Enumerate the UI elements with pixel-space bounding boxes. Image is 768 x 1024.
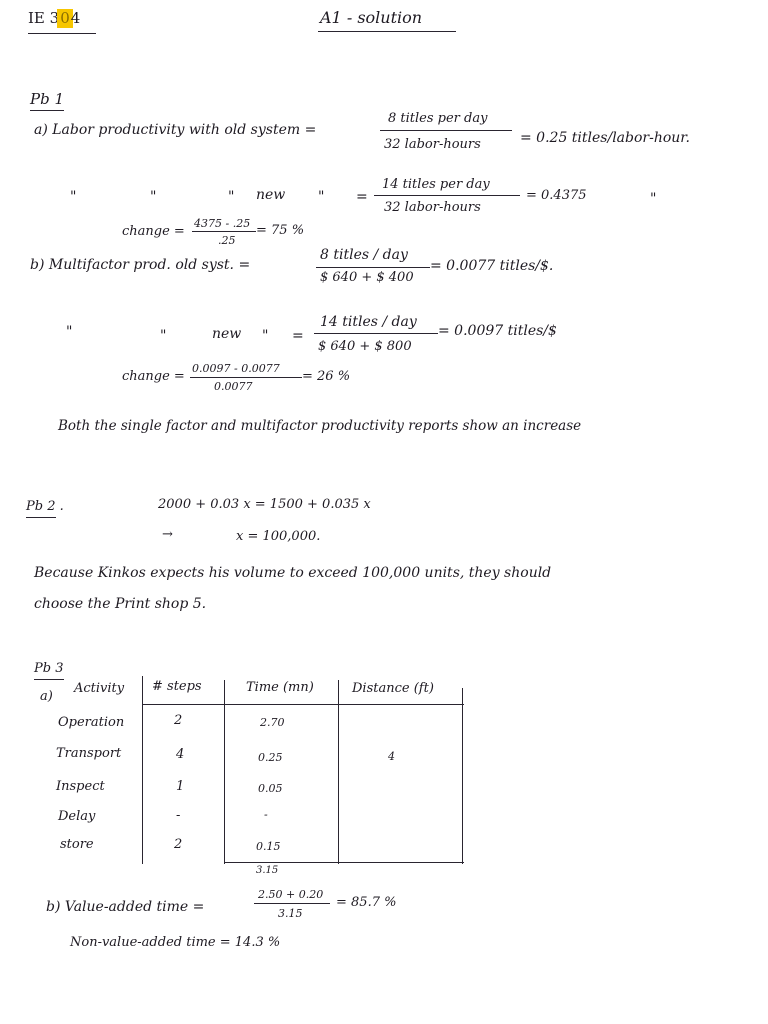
table-header-time: Time (mn) xyxy=(246,680,314,695)
pb1-b-new-word: new xyxy=(212,326,242,342)
pb2-heading: Pb 2 . xyxy=(26,499,64,514)
pb3-b-numerator: 2.50 + 0.20 xyxy=(258,888,324,901)
activity-table xyxy=(52,676,464,864)
pb2-heading-underline xyxy=(26,517,56,518)
table-cell-steps: 2 xyxy=(174,837,183,852)
table-cell-activity: Inspect xyxy=(56,779,105,794)
pb2-text-line-2: choose the Print shop 5. xyxy=(34,596,207,612)
pb1-b-new-result: = 0.0097 titles/$ xyxy=(438,323,557,339)
table-cell-time: 0.25 xyxy=(258,751,283,764)
pb1-new-denominator: 32 labor-hours xyxy=(384,200,481,215)
table-cell-time: - xyxy=(264,808,268,821)
course-code-suffix: 4 xyxy=(70,9,81,27)
pb1-a-denominator: 32 labor-hours xyxy=(384,137,481,152)
pb1-a-numerator: 8 titles per day xyxy=(388,111,488,126)
pb1-new-result: = 0.4375 xyxy=(526,188,587,203)
pb2-solution: x = 100,000. xyxy=(236,529,321,544)
pb2-arrow: → xyxy=(162,527,173,542)
table-cell-steps: 4 xyxy=(176,747,185,762)
pb1-heading-underline xyxy=(30,110,64,111)
pb1-a-fraction-bar xyxy=(380,130,512,131)
pb1-b-new-denominator: $ 640 + $ 800 xyxy=(318,339,412,354)
pb1-change-numerator: 4375 - .25 xyxy=(194,217,251,230)
pb3-b-fraction-bar xyxy=(254,903,330,904)
table-cell-activity: Transport xyxy=(56,746,122,761)
table-cell-steps: - xyxy=(176,808,181,823)
pb1-new-fraction-bar xyxy=(374,195,520,196)
pb1-b-new-equals: = xyxy=(292,328,304,344)
pb1-ditto-4: " xyxy=(318,189,325,205)
page-title-underline xyxy=(318,31,456,32)
course-code-highlight: 0 xyxy=(60,9,70,27)
pb1-new-word: new xyxy=(256,187,286,203)
course-code-prefix: IE 3 xyxy=(28,9,60,27)
table-cell-activity: Operation xyxy=(58,715,125,730)
page-title: A1 - solution xyxy=(320,8,423,27)
pb1-b-change-denominator: 0.0077 xyxy=(214,380,253,393)
table-cell-time: 0.15 xyxy=(256,840,281,853)
table-cell-time: 0.05 xyxy=(258,782,283,795)
pb1-b-numerator: 8 titles / day xyxy=(320,247,408,263)
course-code xyxy=(28,11,80,26)
table-col-rule-4 xyxy=(462,688,463,864)
pb1-b-label: b) Multifactor prod. old syst. = xyxy=(30,257,251,273)
course-code-underline xyxy=(28,33,96,34)
pb3-b-label: b) Value-added time = xyxy=(46,899,205,915)
pb1-change-result: = 75 % xyxy=(256,223,305,238)
table-cell-activity: Delay xyxy=(58,809,96,824)
pb1-new-equals: = xyxy=(356,189,368,205)
pb3-non-value-added: Non-value-added time = 14.3 % xyxy=(70,935,281,950)
pb1-b-change-numerator: 0.0097 - 0.0077 xyxy=(192,362,280,375)
pb1-b-result: = 0.0077 titles/$. xyxy=(430,258,554,274)
pb1-a-label: a) Labor productivity with old system = xyxy=(34,122,317,138)
pb1-b-denominator: $ 640 + $ 400 xyxy=(320,270,414,285)
table-col-rule-2 xyxy=(224,680,225,864)
pb2-text-line-1: Because Kinkos expects his volume to exceed 100,000 units, they should xyxy=(34,565,552,581)
pb1-ditto-2: " xyxy=(150,189,157,205)
pb1-new-numerator: 14 titles per day xyxy=(382,177,490,192)
table-col-rule-3 xyxy=(338,680,339,864)
pb1-b-fraction-bar xyxy=(316,267,430,268)
table-time-total: 3.15 xyxy=(256,865,279,876)
pb3-b-denominator: 3.15 xyxy=(278,907,303,920)
table-bottom-rule xyxy=(224,862,464,863)
table-cell-time: 2.70 xyxy=(260,716,285,729)
pb1-a-result: = 0.25 titles/labor-hour. xyxy=(520,130,690,146)
pb3-a-label: a) xyxy=(40,689,53,704)
pb3-heading: Pb 3 xyxy=(34,661,64,676)
pb3-b-result: = 85.7 % xyxy=(336,895,397,910)
pb1-change-label: change = xyxy=(122,224,185,239)
table-col-rule-1 xyxy=(142,676,143,864)
table-cell-steps: 1 xyxy=(176,779,185,794)
pb1-change-denominator: .25 xyxy=(218,234,236,247)
pb1-b-change-result: = 26 % xyxy=(302,369,351,384)
pb1-b-change-fraction-bar xyxy=(190,377,302,378)
table-cell-steps: 2 xyxy=(174,713,183,728)
table-cell-distance: 4 xyxy=(388,750,395,763)
pb1-ditto-5: " xyxy=(650,191,657,207)
pb1-b-ditto-1: " xyxy=(66,324,73,340)
pb1-b-ditto-2: " xyxy=(160,328,167,344)
pb1-heading: Pb 1 xyxy=(30,90,65,108)
table-header-rule xyxy=(142,704,464,705)
pb1-b-new-numerator: 14 titles / day xyxy=(320,314,417,330)
pb1-b-change-label: change = xyxy=(122,369,185,384)
pb1-change-fraction-bar xyxy=(192,231,256,232)
table-header-activity: Activity xyxy=(74,681,125,696)
pb1-b-new-fraction-bar xyxy=(314,333,438,334)
pb1-ditto-1: " xyxy=(70,189,77,205)
pb2-equation: 2000 + 0.03 x = 1500 + 0.035 x xyxy=(158,497,371,512)
pb1-ditto-3: " xyxy=(228,189,235,205)
pb1-conclusion: Both the single factor and multifactor productivity reports show an increase xyxy=(58,418,582,434)
table-header-distance: Distance (ft) xyxy=(352,681,434,696)
pb1-b-ditto-3: " xyxy=(262,328,269,344)
table-cell-activity: store xyxy=(60,837,94,852)
table-header-steps: # steps xyxy=(152,679,202,694)
